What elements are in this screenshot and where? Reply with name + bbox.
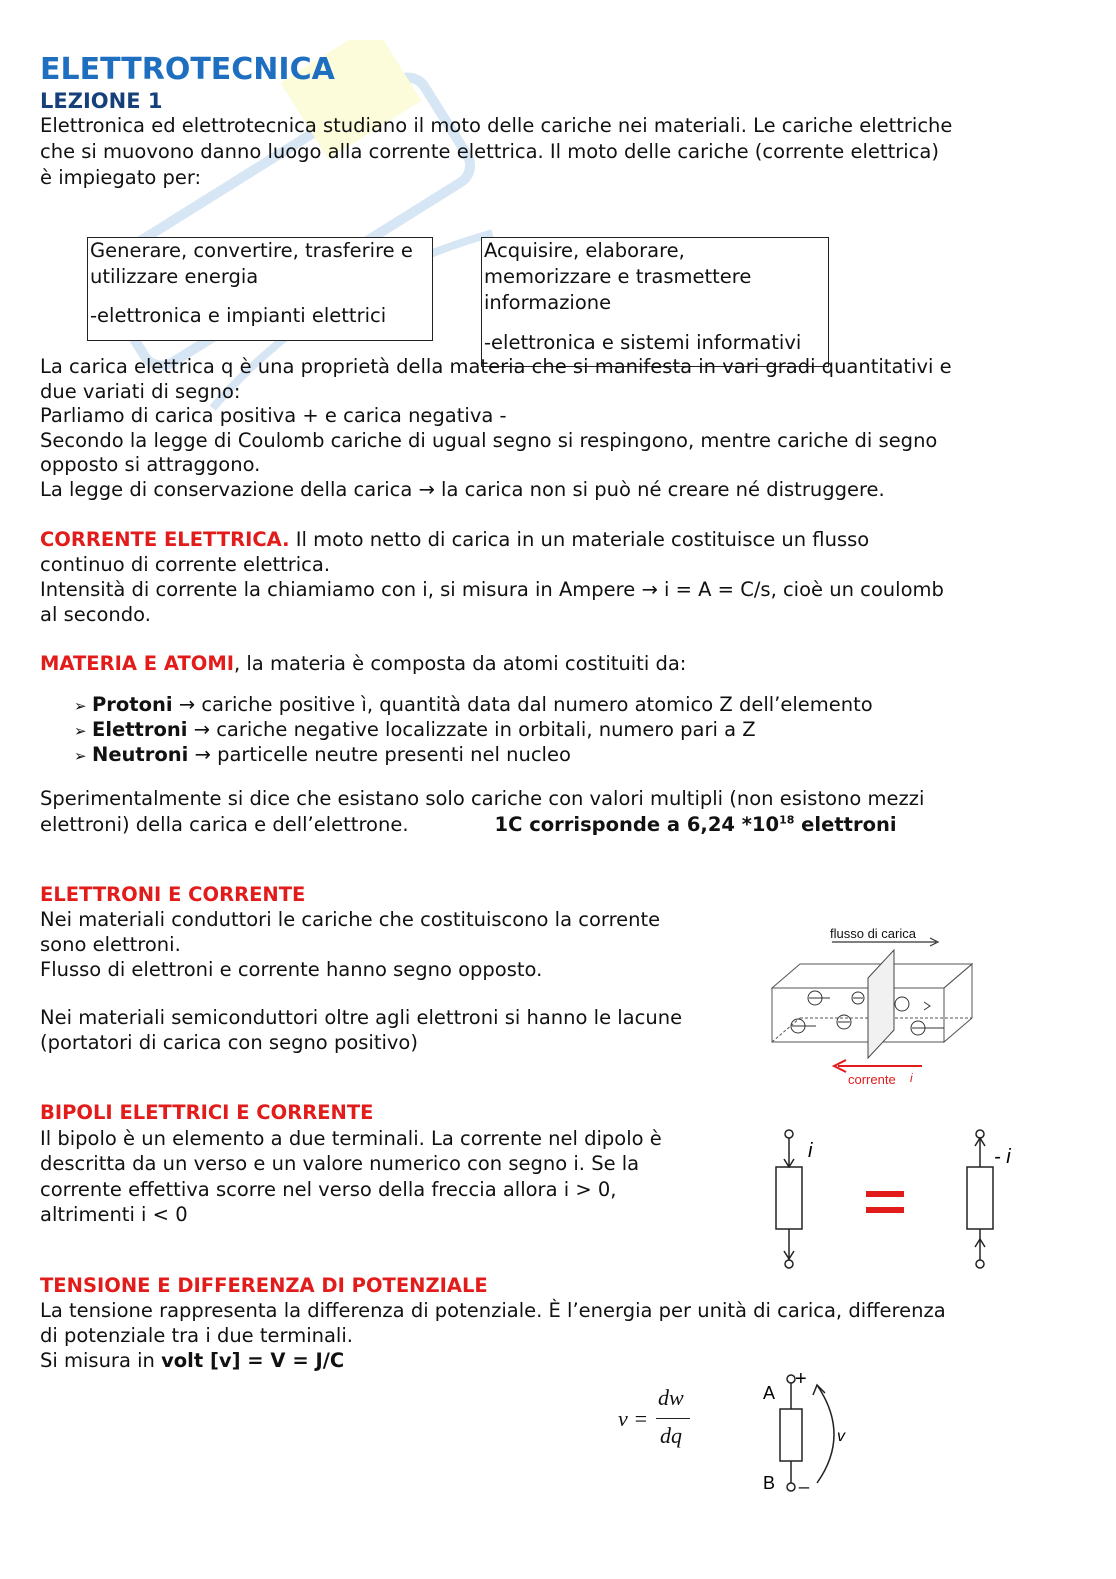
information-box	[481, 237, 829, 367]
list-desc: → particelle neutre presenti nel nucleo	[188, 743, 571, 766]
box-note: -elettronica e sistemi informativi	[484, 331, 802, 354]
fig-flow-label: flusso di carica	[830, 926, 916, 941]
bullet-arrow-icon: ➢	[74, 722, 87, 740]
voltage-bipole-figure	[755, 1365, 865, 1500]
current-line: Intensità di corrente la chiamiamo con i, si misura in Ampere → i = A = C/s, cioè un coulomb	[40, 578, 944, 601]
box-line: informazione	[484, 291, 612, 314]
current-line: al secondo.	[40, 603, 151, 626]
terminal-b-label: B	[763, 1473, 776, 1493]
list-item	[74, 692, 873, 717]
matter-heading: MATERIA E ATOMI	[40, 652, 234, 675]
fraction-bar	[656, 1418, 690, 1419]
charge-line: La legge di conservazione della carica → la carica non si può né creare né distruggere.	[40, 477, 885, 501]
bipoles-line: descritta da un verso e un valore numerico con segno i. Se la	[40, 1152, 640, 1175]
exp-line: Sperimentalmente si dice che esistano solo cariche con valori multipli (non esistono mezzi	[40, 787, 925, 810]
charge-line: due variati di segno:	[40, 379, 241, 403]
energy-box	[87, 237, 433, 341]
bullet-arrow-icon: ➢	[74, 747, 87, 765]
charge-flow-figure	[760, 920, 990, 1090]
electrons-section	[40, 882, 730, 1055]
bipoles-line: altrimenti i < 0	[40, 1203, 188, 1226]
coulomb-exponent: 18	[779, 813, 795, 827]
bipoles-line: corrente effettiva scorre nel verso della freccia allora i > 0,	[40, 1177, 617, 1201]
terminal-a-label: A	[763, 1383, 776, 1403]
coulomb-fact	[495, 813, 897, 836]
voltage-formula	[618, 1385, 698, 1455]
electrons-line: sono elettroni.	[40, 933, 181, 956]
bipole-figure	[760, 1125, 1040, 1275]
experimental-paragraph	[40, 786, 1040, 838]
charge-paragraph	[40, 355, 1040, 502]
voltage-section	[40, 1273, 1040, 1373]
electrons-heading: ELETTRONI E CORRENTE	[40, 883, 306, 906]
lesson-heading: LEZIONE 1	[40, 89, 163, 113]
charge-line: La carica elettrica q è una proprietà della materia che si manifesta in vari gradi quantitativi e	[40, 355, 952, 378]
minus-sign: _	[799, 1469, 810, 1489]
formula-lhs: v =	[618, 1406, 649, 1431]
charge-line: opposto si attraggono.	[40, 453, 261, 476]
list-desc: → cariche negative localizzate in orbitali, numero pari a Z	[187, 718, 756, 741]
voltage-line: Si misura in	[40, 1349, 162, 1372]
box-note: -elettronica e impianti elettrici	[90, 304, 387, 327]
electrons-line: Nei materiali semiconduttori oltre agli elettroni si hanno le lacune	[40, 1006, 683, 1029]
matter-text: , la materia è composta da atomi costituiti da:	[233, 652, 687, 675]
list-item	[74, 742, 873, 767]
intro-line: è impiegato per:	[40, 166, 202, 189]
intro-line: che si muovono danno luogo alla corrente elettrica. Il moto delle cariche (corrente elettrica)	[40, 140, 939, 163]
bipoles-section	[40, 1100, 730, 1228]
current-text: Il moto netto di carica in un materiale costituisce un flusso	[289, 528, 870, 551]
list-item	[74, 717, 873, 742]
formula-numerator: dw	[658, 1385, 684, 1410]
matter-section	[40, 651, 1040, 677]
exp-line: elettroni) della carica e dell’elettrone.	[40, 813, 409, 836]
current-section	[40, 527, 1040, 627]
list-term: Elettroni	[92, 718, 188, 741]
intro-paragraph	[40, 113, 1040, 191]
equals-sign	[866, 1191, 904, 1213]
electrons-line: Nei materiali conduttori le cariche che costituiscono la corrente	[40, 908, 661, 931]
page-title: ELETTROTECNICA	[40, 52, 335, 87]
electrons-line: (portatori di carica con segno positivo)	[40, 1031, 418, 1054]
box-line: utilizzare energia	[90, 265, 259, 288]
electrons-line: Flusso di elettroni e corrente hanno segno opposto.	[40, 958, 543, 981]
voltage-v-label: v	[837, 1428, 845, 1445]
box-line: memorizzare e trasmettere	[484, 265, 752, 288]
charge-line: Parliamo di carica positiva + e carica negativa -	[40, 404, 507, 427]
current-heading: CORRENTE ELETTRICA.	[40, 528, 290, 551]
box-line: Generare, convertire, trasferire e	[90, 239, 413, 262]
list-term: Neutroni	[92, 743, 189, 766]
plus-sign: +	[795, 1368, 807, 1390]
fig-current-i: i	[910, 1071, 913, 1085]
bipole-right	[967, 1130, 993, 1268]
coulomb-text: 1C corrisponde a 6,24 *10	[494, 813, 780, 836]
voltage-heading: TENSIONE E DIFFERENZA DI POTENZIALE	[40, 1274, 488, 1297]
list-desc: → cariche positive ì, quantità data dal numero atomico Z dell’elemento	[172, 693, 873, 716]
charge-line: Secondo la legge di Coulomb cariche di ugual segno si respingono, mentre cariche di segno	[40, 428, 938, 452]
box-line: Acquisire, elaborare,	[484, 239, 685, 262]
intro-line: Elettronica ed elettrotecnica studiano il moto delle cariche nei materiali. Le cariche elettriche	[40, 114, 953, 137]
bullet-arrow-icon: ➢	[74, 697, 87, 715]
bipole-left	[776, 1130, 802, 1268]
current-line: continuo di corrente elettrica.	[40, 553, 331, 576]
voltage-line: di potenziale tra i due terminali.	[40, 1324, 353, 1347]
formula-denominator: dq	[660, 1423, 682, 1448]
voltage-line: La tensione rappresenta la differenza di potenziale. È l’energia per unità di carica, differenza	[40, 1299, 946, 1322]
bipoles-line: Il bipolo è un elemento a due terminali. La corrente nel dipolo è	[40, 1126, 662, 1150]
particles-list	[74, 692, 873, 767]
voltage-unit: volt [v] = V = J/C	[161, 1349, 345, 1372]
bipole-i-right: - i	[994, 1146, 1011, 1168]
bipole-i-left: i	[808, 1140, 813, 1162]
bipoles-heading: BIPOLI ELETTRICI E CORRENTE	[40, 1101, 374, 1124]
fig-current-label: corrente	[848, 1072, 896, 1087]
coulomb-unit: elettroni	[794, 813, 897, 836]
list-term: Protoni	[92, 693, 173, 716]
